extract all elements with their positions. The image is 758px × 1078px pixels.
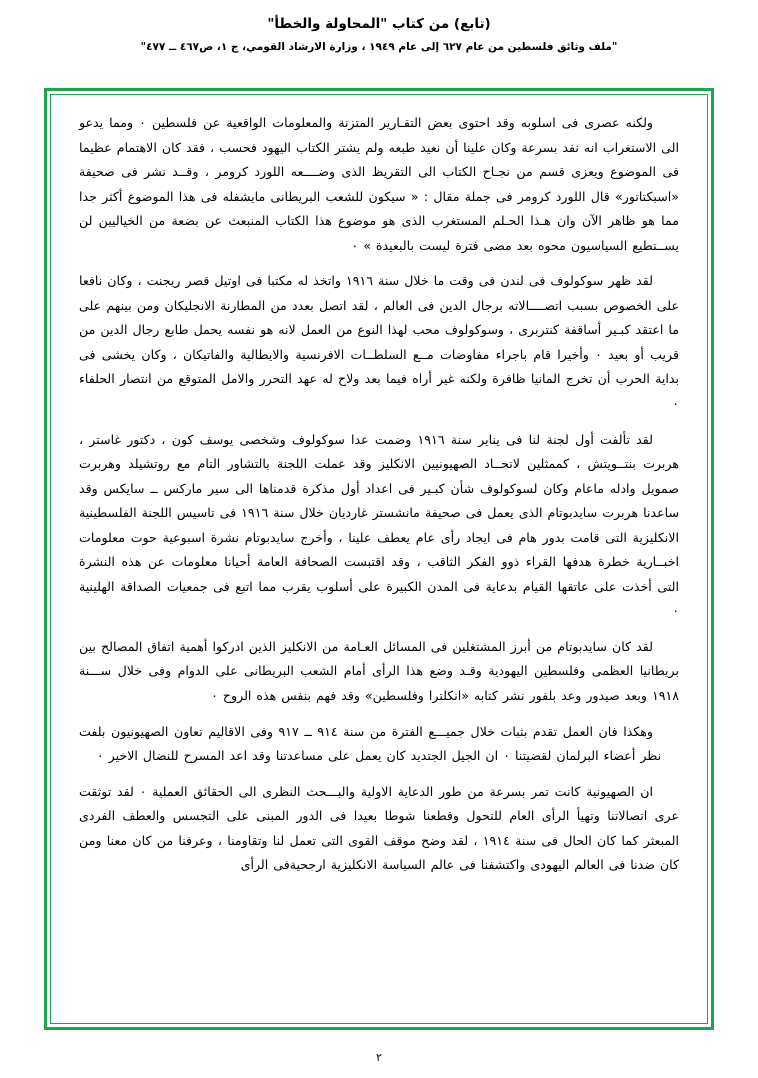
paragraph: لقد ظهر سوكولوف فى لندن فى وقت ما خلال سنة ١٩١٦ واتخذ له مكتبا فى اوتيل قصر ريجنت ، وكان نافعا على الخصوص بسبب اتصــــالاته برجال الدين فى العالم ، لقد اتصل بعدد من المطارنة الانجليكان ومن بينهم على ما اعتقد كبـير أساقفة كنتربرى ، وسوكولوف محب لهذا النوع من العمل لانه هو نفسه يحمل طابع رجال الدين من قريب أو بعيد ٠ وأخيرا قام باجراء مفاوضات مــع السلطــات الافرنسية والايطالية والفاتيكان ، وكان يخشى فى بداية الحرب أن تخرج المانيا ظافرة ولكنه غير أراه فيما بعد ولاح له عهد التحرر والامل المتوقع من انتصار الحلفاء ٠ bbox=[79, 273, 679, 412]
header-subtitle: "ملف وثائق فلسطين من عام ٦٢٧ إلى عام ١٩٤٩ ، وزارة الارشاد القومي، ج ١، ص٤٦٧ ــ ٤٧٧" bbox=[140, 41, 618, 53]
document-body bbox=[79, 111, 679, 878]
content-frame-inner bbox=[50, 94, 708, 1024]
page-header bbox=[0, 0, 758, 53]
paragraph: وهكذا فان العمل تقدم بثبات خلال جميـــع الفترة من سنة ٩١٤ ــ ٩١٧ وفى الاقاليم تعاون الصهيونيون بلفت نظر أعضاء البرلمان لقضيتنا ٠ ان الجيل الجتديد كان يعمل على مساعدتنا وقد اعد المسرح للنضال الاخير ٠ bbox=[79, 723, 662, 764]
paragraph: ان الصهيونية كانت تمر بسرعة من طور الدعاية الاولية والبـــحث النظرى الى الحقائق العملية ٠ لقد توثقت عرى اتصالاتنا وتهيأ الرأى العام للتحول وقطعنا شوطا بعيدا فى الدور المبنى على التجسس والعطف الفردى المبعثر كما كان الحال فى سنة ١٩١٤ ، لقد وضح موقف القوى التى تعمل لنا وتقاومنا ، وعرفنا من كان معنا ومن كان ضدنا فى العالم اليهودى واكتشفنا فى عالم السياسة الانكليزية ارجحيةفى الرأى bbox=[79, 783, 680, 873]
content-frame bbox=[44, 88, 714, 1030]
paragraph: ولكنه عصرى فى اسلوبه وقد احتوى بعض التقـارير المتزنة والمعلومات الواقعية عن فلسطين ٠ ومما يدعو الى الاستغراب انه نفد بسرعة وكان علينا أن نعيد طبعه ولم يشتر الكتاب اليهود فحسب ، فقد كان الاهتمام عظيما فى الموضوع ويعزى قسم من نجـاح الكتاب الى التقريظ الذى وضــــعه اللورد كرومر ، وقــد نشر فى صحيفة «اسبكتاتور» قال اللورد كرومر فى جملة مقال : « سيكون للشعب البريطانى مايشفله فى هذا الموضوع أكثر جدا مما هو ظاهر الآن وان هـذا الحـلم المستغرب الذى هو موضوع هذا الكتاب المنبعث عن بضعة من الخياليين لن يســتطيع السياسيون محوه بعد مضى فترة ليست بالبعيدة » ٠ bbox=[79, 115, 679, 253]
paragraph: لقد كان سايدبوتام من أبرز المشتغلين فى المسائل العـامة من الانكليز الذين ادركوا أهمية اتفاق المصالح بين بريطانيا العظمى وفلسطين اليهودية وقـد وضع هذا الرأى أمام الشعب البريطانى على الدوام وفى خلال ســـنة ١٩١٨ وبعد صيدور وعد بلفور نشر كتابه «انكلترا وفلسطين» وقد فهم بنفس هذه الروح ٠ bbox=[79, 638, 679, 704]
paragraph: لقد تألفت أول لجنة لنا فى يناير سنة ١٩١٦ وضمت عدا سوكولوف وشخصى يوسف كون ، دكتور غاستر ، هربرت بنتــويتش ، كممثلين لاتحــاد الصهيونيين الانكليز وقد عملت اللجنة بالتشاور التام مع روتشيلد وهربرت صمويل وادله ماعام وكان لسوكولوف شأن كبـير فى اعداد أول مذكرة قدمناها الى سير ماركس ــ سايكس وقد ساعدنا هربرت سايدبوتام الذى يعمل فى صحيفة مانشستر غارديان خلال سنة ١٩١٦ فى تاسيس اللجنة الفلسطينية الانكليزية التى قامت بدور هام فى ايجاد رأى عام يعطف علينا ، وأخرج سايدبوتام نشرة اسبوعية حوت معلومات اخبــارية خطرة هدفها القراء ذوو الفكر الثاقب ، وقد اقتبست الصحافة العامة أحيانا معلومات عن هذه النشرة التى أخذت على عاتقها القيام بدعاية فى المدن الكبيرة على أسلوب يقرب مما اتبع فى جمعيات الصداقة الهلينية ٠ bbox=[79, 431, 679, 619]
page-number: ٢ bbox=[376, 1051, 382, 1064]
header-title: (تابع) من كتاب "المحاولة والخطأ" bbox=[267, 16, 491, 32]
